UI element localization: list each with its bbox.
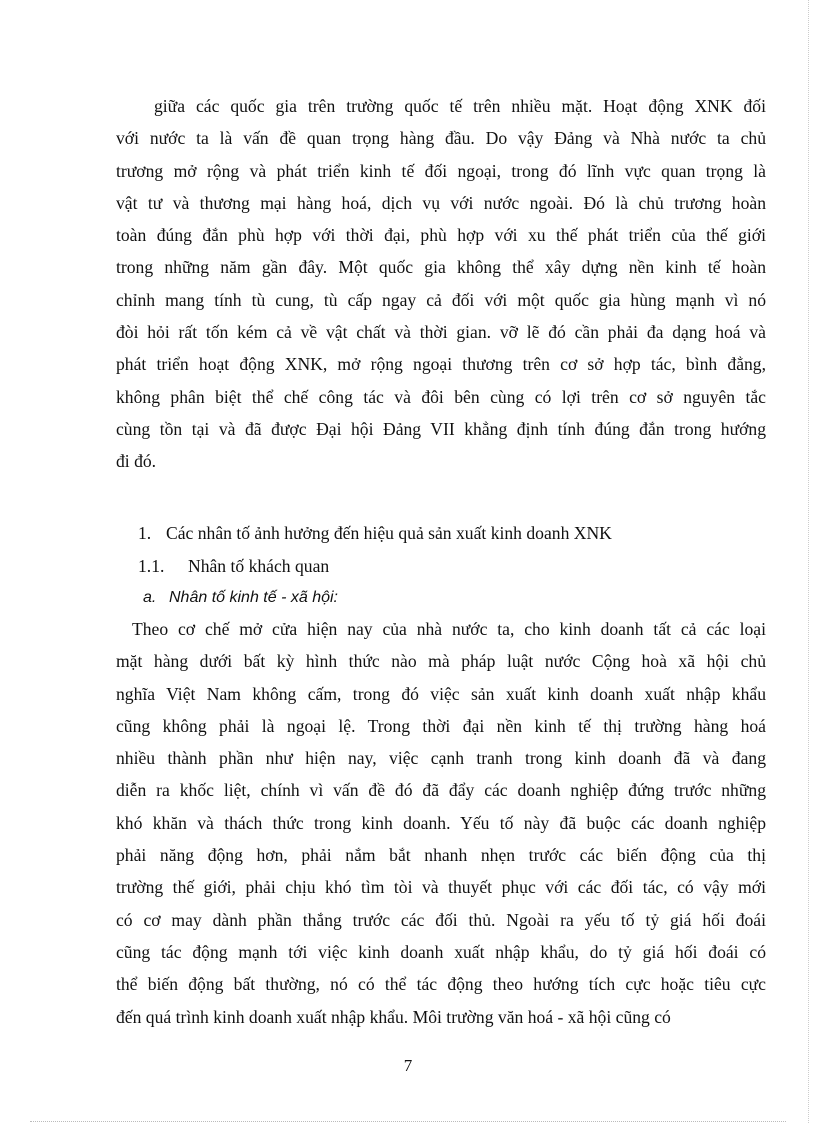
text-line: cũng không phải là ngoại lệ. Trong thời đại nền kinh tế thị trường hàng hoá xyxy=(116,715,766,736)
text-line: phải năng động hơn, phải nắm bắt nhanh nhẹn trước các biến động của thị xyxy=(116,845,766,866)
text-line: với nước ta là vấn đề quan trọng hàng đầu. Do vậy Đảng và Nhà nước ta chủ xyxy=(116,128,766,149)
text-line: trương mở rộng và phát triển kinh tế đối ngoại, trong đó lĩnh vực quan trọng là xyxy=(116,160,766,181)
body-paragraph-2 xyxy=(116,613,766,1033)
text-line: thể biến động bất thường, nó có thể tác động theo hướng tích cực hoặc tiêu cực xyxy=(116,974,766,995)
text-line: giữa các quốc gia trên trường quốc tế trên nhiều mặt. Hoạt động XNK đối xyxy=(154,96,766,116)
text-line: nhiều thành phần như hiện nay, việc cạnh tranh trong kinh doanh đã và đang xyxy=(116,748,766,769)
text-line: chỉnh mang tính tù cung, tù cấp ngay cả đối với một quốc gia hùng mạnh vì nó xyxy=(116,289,766,310)
text-line: không phân biệt thể chế công tác và đôi bên cùng có lợi trên cơ sở nguyên tắc xyxy=(116,386,766,407)
text-line: diễn ra khốc liệt, chính vì vấn đề đó đã đẩy các doanh nghiệp đứng trước những xyxy=(116,780,766,801)
text-line: cùng tồn tại và đã được Đại hội Đảng VII khẳng định tính đúng đắn trong hướng xyxy=(116,418,766,439)
text-line: toàn đúng đắn phù hợp với thời đại, phù hợp với xu thế phát triển của thế giới xyxy=(116,225,766,246)
text-line: đi đó. xyxy=(116,451,157,472)
body-paragraph-1 xyxy=(116,90,766,478)
text-line: vật tư và thương mại hàng hoá, dịch vụ với nước ngoài. Đó là chủ trương hoàn xyxy=(116,192,766,213)
section-heading-1 xyxy=(138,519,612,547)
page-bottom-border xyxy=(30,1121,786,1122)
text-line: cũng tác động mạnh tới việc kinh doanh xuất nhập khẩu, do tỷ giá hối đoái có xyxy=(116,941,766,962)
text-line: trong những năm gần đây. Một quốc gia không thể xây dựng nền kinh tế hoàn xyxy=(116,257,766,278)
section-number: 1. xyxy=(138,523,152,543)
text-line: mặt hàng dưới bất kỳ hình thức nào mà pháp luật nước Cộng hoà xã hội chủ xyxy=(116,651,766,672)
subsection-number: 1.1. xyxy=(138,556,165,576)
text-line: trường thế giới, phải chịu khó tìm tòi và thuyết phục với các đối tác, có vậy mới xyxy=(116,877,766,898)
item-title: Nhân tố kinh tế - xã hội: xyxy=(169,589,338,606)
subsection-heading-1-1 xyxy=(138,552,329,580)
text-line: Theo cơ chế mở cửa hiện nay của nhà nước ta, cho kinh doanh tất cả các loại xyxy=(132,619,766,639)
page-number: 7 xyxy=(403,1056,413,1075)
text-line: đòi hỏi rất tốn kém cả về vật chất và thời gian. vỡ lẽ đó cần phải đa dạng hoá và xyxy=(116,322,766,343)
text-line: khó khăn và thách thức trong kinh doanh. Yếu tố này đã buộc các doanh nghiệp xyxy=(116,812,766,833)
text-line: có cơ may dành phần thắng trước các đối thủ. Ngoài ra yếu tố tỷ giá hối đoái xyxy=(116,909,766,930)
subsection-title: Nhân tố khách quan xyxy=(188,556,330,576)
text-line: nghĩa Việt Nam không cấm, trong đó việc sản xuất kinh doanh xuất nhập khẩu xyxy=(116,683,766,704)
item-letter: a. xyxy=(143,589,157,606)
page-right-border xyxy=(808,0,809,1123)
text-line: phát triển hoạt động XNK, mở rộng ngoại thương trên cơ sở hợp tác, bình đẳng, xyxy=(116,354,766,375)
text-line: đến quá trình kinh doanh xuất nhập khẩu. Môi trường văn hoá - xã hội cũng có xyxy=(116,1006,671,1027)
item-heading-a xyxy=(143,584,338,612)
section-title: Các nhân tố ảnh hưởng đến hiệu quả sản xuất kinh doanh XNK xyxy=(166,523,612,543)
